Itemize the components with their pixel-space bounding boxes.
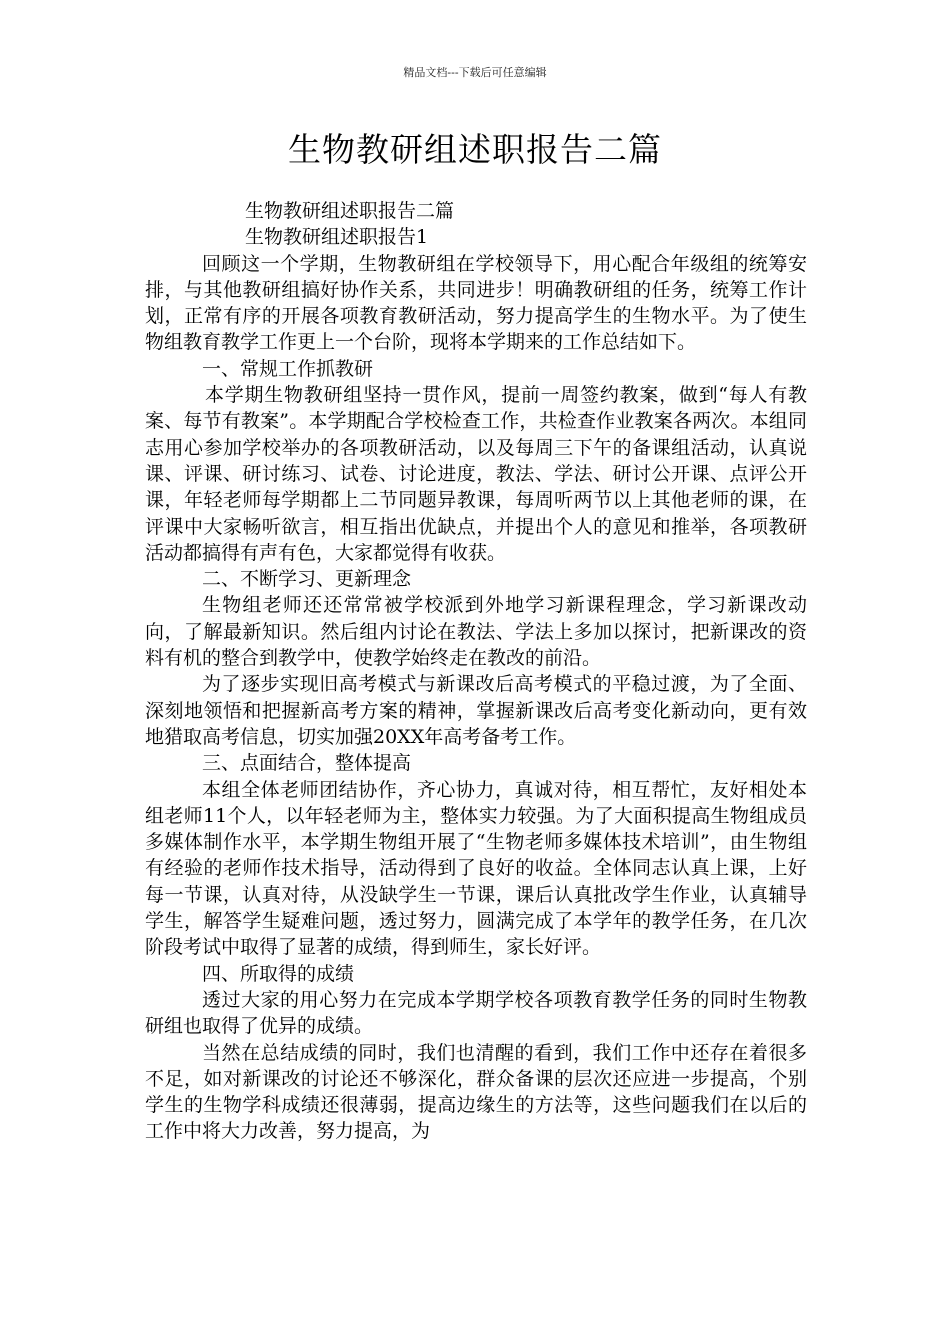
section-heading: 四、所取得的成绩 — [202, 962, 355, 985]
paragraph: 本学期生物教研组坚持一贯作风，提前一周签约教案，做到“每人有教案、每节有教案”。本学期配合学校检查工作，共检查作业教案各两次。本组同志用心参加学校举办的各项教研活动，以及每周三下午的备课组活动，认真说课、评课、研讨练习、试卷、讨论进度，教法、学法、研讨公开课、点评公开课，年轻老师每学期都上二节同题异教课，每周听两节以上其他老师的课，在评课中大家畅听欲言，相互指出优缺点，并提出个人的意见和推举，各项教研活动都搞得有声有色，大家都觉得有收获。 — [145, 384, 807, 564]
document-title: 生物教研组述职报告二篇 — [288, 130, 662, 169]
page-header: 精品文档---下载后可任意编辑 — [403, 66, 547, 79]
paragraph: 为了逐步实现旧高考模式与新课改后高考模式的平稳过渡，为了全面、深刻地领悟和把握新高考方案的精神，掌握新课改后高考变化新动向，更有效地猎取高考信息，切实加强20XX年高考备考工作。 — [145, 673, 807, 748]
section-heading: 二、不断学习、更新理念 — [202, 568, 412, 591]
section-heading: 一、常规工作抓教研 — [202, 357, 374, 380]
section-heading: 三、点面结合，整体提高 — [202, 752, 412, 775]
subtitle: 生物教研组述职报告二篇 — [245, 200, 455, 222]
document-body — [145, 198, 807, 1145]
subtitle: 生物教研组述职报告1 — [245, 226, 429, 249]
paragraph: 生物组老师还还常常被学校派到外地学习新课程理念，学习新课改动向，了解最新知识。然后组内讨论在教法、学法上多加以探讨，把新课改的资料有机的整合到教学中，使教学始终走在教改的前沿。 — [145, 594, 807, 670]
paragraph: 透过大家的用心努力在完成本学期学校各项教育教学任务的同时生物教研组也取得了优异的成绩。 — [145, 988, 807, 1038]
paragraph: 回顾这一个学期，生物教研组在学校领导下，用心配合年级组的统筹安排，与其他教研组搞好协作关系，共同进步！明确教研组的任务，统筹工作计划，正常有序的开展各项教育教研活动，努力提高学生的生物水平。为了使生物组教育教学工作更上一个台阶，现将本学期来的工作总结如下。 — [145, 252, 807, 354]
paragraph: 本组全体老师团结协作，齐心协力，真诚对待，相互帮忙，友好相处本组老师11个人，以年轻老师为主，整体实力较强。为了大面积提高生物组成员多媒体制作水平，本学期生物组开展了“生物老师多媒体技术培训”，由生物组有经验的老师作技术指导，活动得到了良好的收益。全体同志认真上课，上好每一节课，认真对待，从没缺学生一节课，课后认真批改学生作业，认真辅导学生，解答学生疑难问题，透过努力，圆满完成了本学年的教学任务，在几次阶段考试中取得了显著的成绩，得到师生，家长好评。 — [145, 778, 807, 959]
paragraph: 当然在总结成绩的同时，我们也清醒的看到，我们工作中还存在着很多不足，如对新课改的讨论还不够深化，群众备课的层次还应进一步提高，个别学生的生物学科成绩还很薄弱，提高边缘生的方法等，这些问题我们在以后的工作中将大力改善，努力提高，为 — [145, 1041, 807, 1143]
